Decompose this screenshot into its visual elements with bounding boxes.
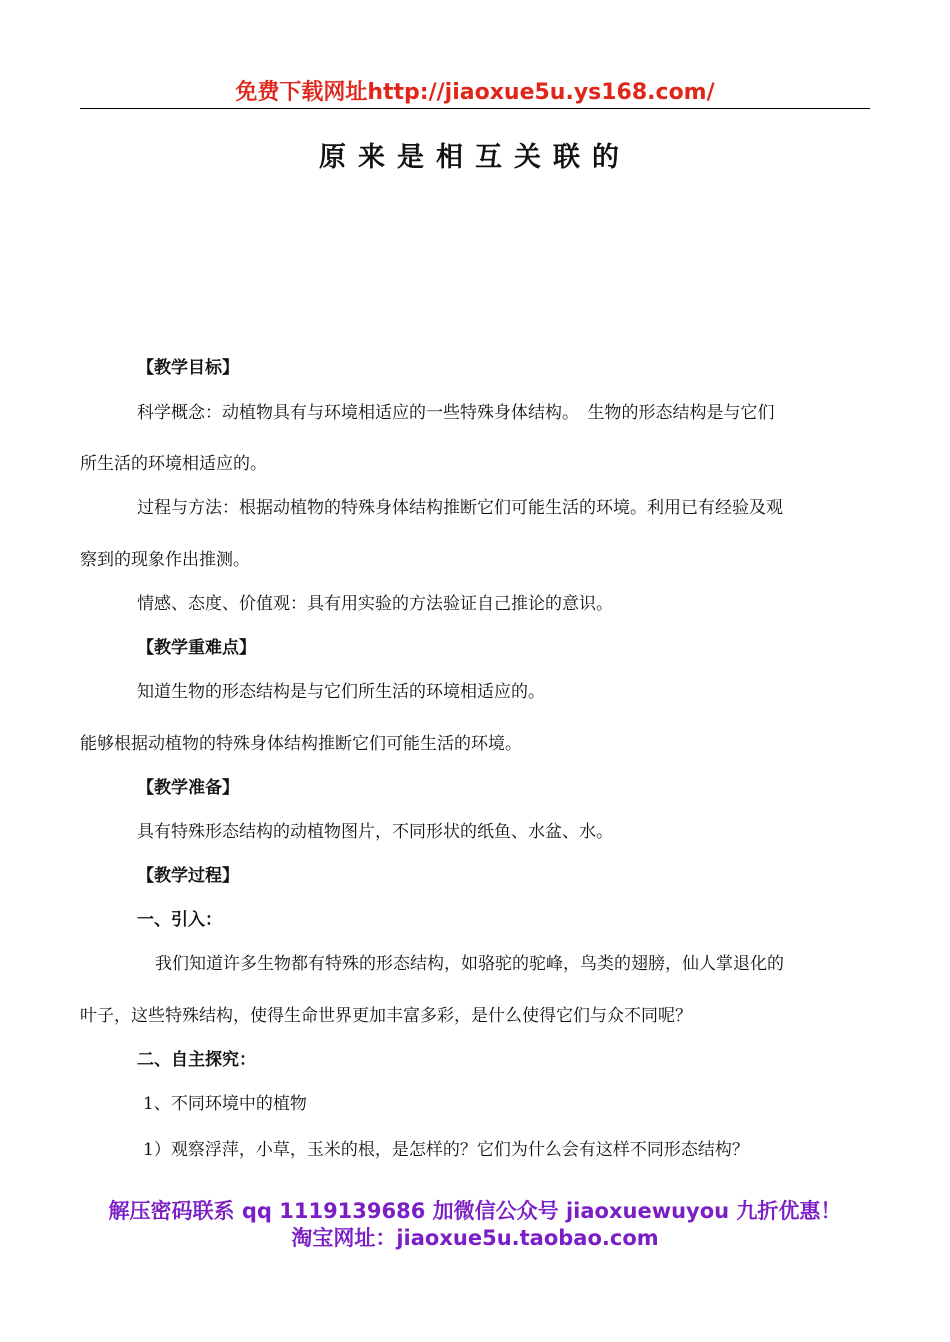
download-url-link[interactable]: http://jiaoxue5u.ys168.com/ [367,80,715,105]
list-item-observe-roots: 1）观察浮萍，小草，玉米的根，是怎样的？它们为什么会有这样不同形态结构？ [143,1140,749,1160]
section-heading-process: 【教学过程】 [137,866,239,886]
paragraph-intro-line1: 我们知道许多生物都有特殊的形态结构，如骆驼的驼峰，鸟类的翅膀，仙人掌退化的 [155,954,784,974]
subheading-explore: 二、自主探究： [137,1050,256,1070]
section-heading-preparation: 【教学准备】 [137,778,239,798]
paragraph-concept-line1: 科学概念：动植物具有与环境相适应的一些特殊身体结构。 生物的形态结构是与它们 [137,403,775,423]
footer-contact: 解压密码联系 qq 1119139686 加微信公众号 jiaoxuewuyou 九折优惠！ [108,1199,842,1223]
paragraph-method-line1: 过程与方法：根据动植物的特殊身体结构推断它们可能生活的环境。利用已有经验及观 [137,498,783,518]
download-header [80,78,870,109]
paragraph-preparation: 具有特殊形态结构的动植物图片，不同形状的纸鱼、水盆、水。 [137,822,613,842]
footer-taobao-link[interactable]: 淘宝网址：jiaoxue5u.taobao.com [291,1226,659,1250]
paragraph-concept-line2: 所生活的环境相适应的。 [80,454,267,474]
paragraph-key-point-1: 知道生物的形态结构是与它们所生活的环境相适应的。 [137,682,545,702]
paragraph-attitude: 情感、态度、价值观：具有用实验的方法验证自己推论的意识。 [137,594,613,614]
section-heading-key-points: 【教学重难点】 [137,638,256,658]
subheading-intro: 一、引入： [137,910,222,930]
paragraph-key-point-2: 能够根据动植物的特殊身体结构推断它们可能生活的环境。 [80,734,522,754]
page-title: 原来是相互关联的 [319,142,631,173]
header-label: 免费下载网址 [235,80,368,105]
list-item-plants: 1、不同环境中的植物 [143,1094,307,1114]
paragraph-intro-line2: 叶子，这些特殊结构，使得生命世界更加丰富多彩，是什么使得它们与众不同呢？ [80,1006,692,1026]
paragraph-method-line2: 察到的现象作出推测。 [80,550,250,570]
section-heading-goals: 【教学目标】 [137,358,239,378]
